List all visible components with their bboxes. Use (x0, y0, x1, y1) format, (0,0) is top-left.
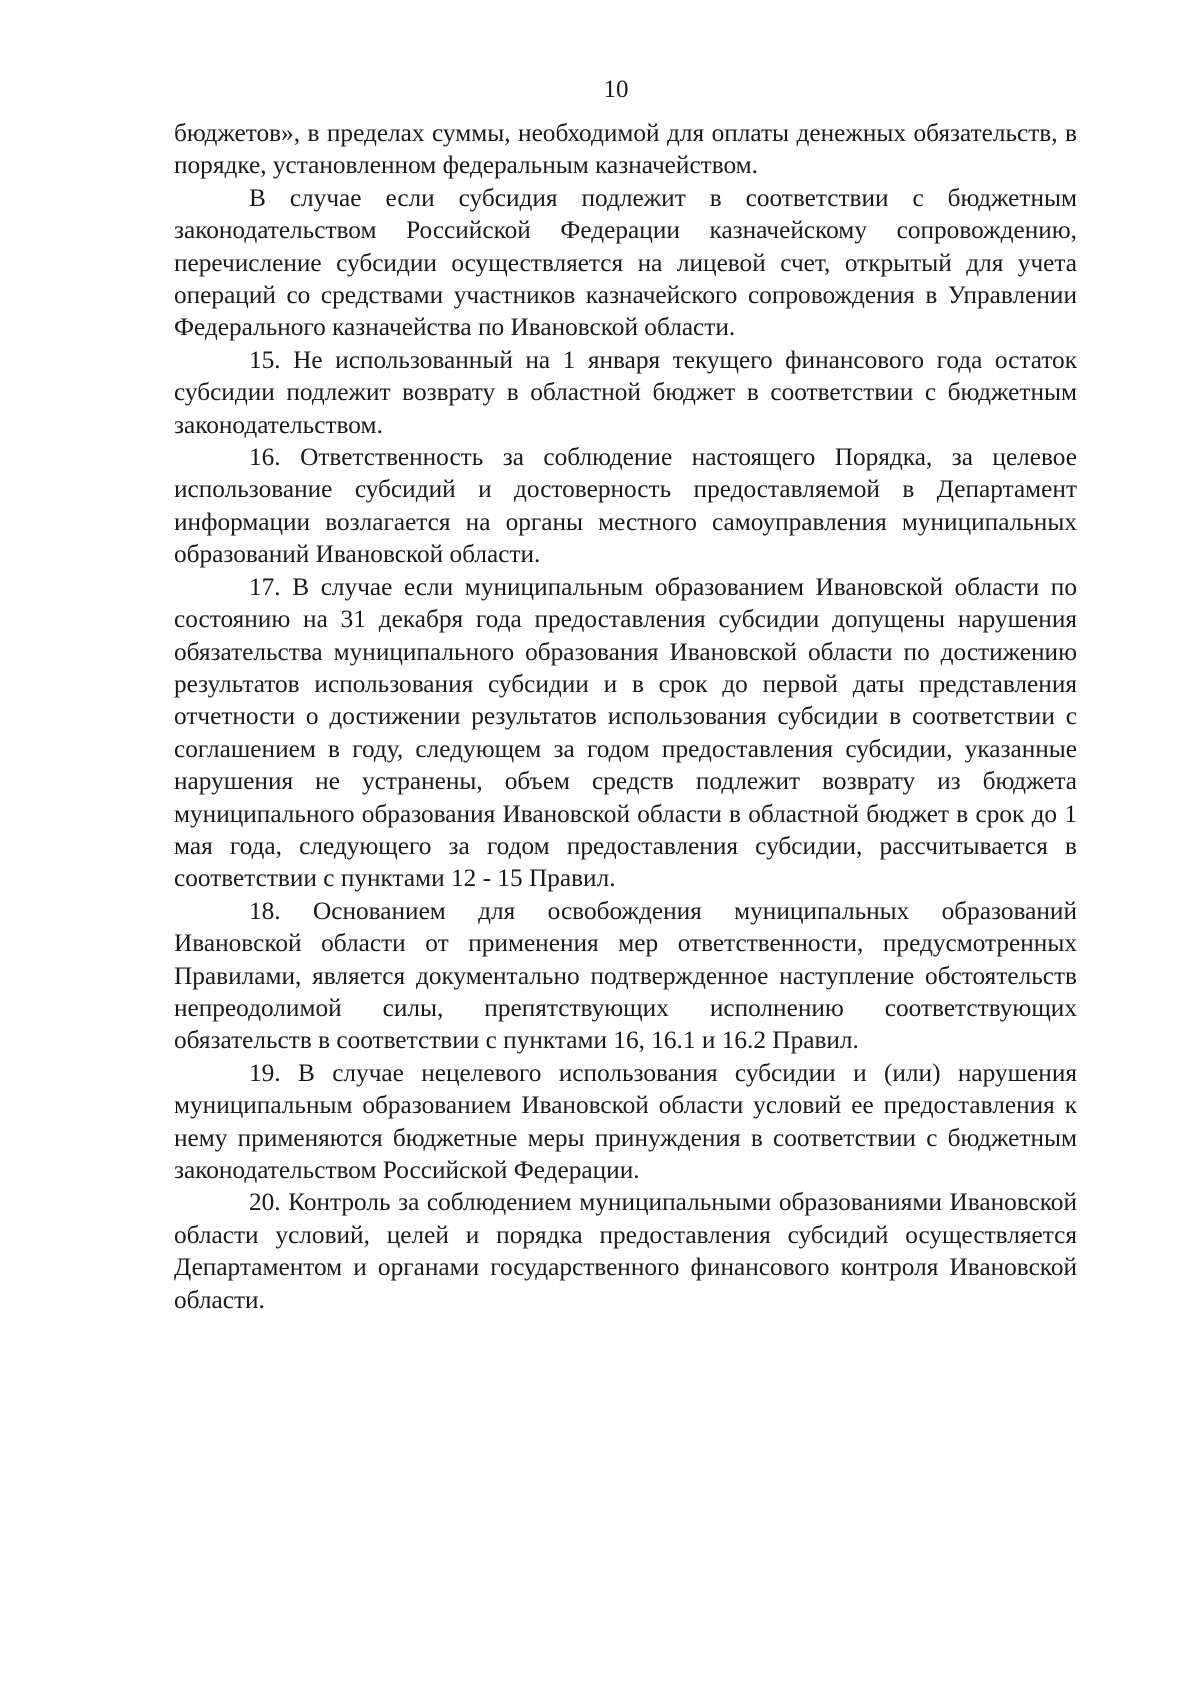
document-body (174, 117, 1077, 1316)
page-number: 10 (603, 76, 629, 103)
paragraph-19: 19. В случае нецелевого использования субсидии и (или) нарушения муниципальным образованием Ивановской области условий ее предоставления к нему применяются бюджетные меры принуждения в соответствии с бюджетным законодательством Российской Федерации. (174, 1058, 1077, 1184)
paragraph-treasury-support: В случае если субсидия подлежит в соответствии с бюджетным законодательством Российской Федерации казначейскому сопровождению, перечисление субсидии осуществляется на лицевой счет, открытый для учета операций со средствами участников казначейского сопровождения в Управлении Федерального казначейства по Ивановской области. (174, 183, 1077, 342)
paragraph-15: 15. Не использованный на 1 января текущего финансового года остаток субсидии подлежит возврату в областной бюджет в соответствии с бюджетным законодательством. (174, 345, 1077, 439)
paragraph-18: 18. Основанием для освобождения муниципальных образований Ивановской области от применения мер ответственности, предусмотренных Правилами, является документально подтвержденное наступление обстоятельств непреодолимой силы, препятствующих исполнению соответствующих обязательств в соответствии с пунктами 16, 16.1 и 16.2 Правил. (174, 896, 1077, 1055)
paragraph-17: 17. В случае если муниципальным образованием Ивановской области по состоянию на 31 декабря года предоставления субсидии допущены нарушения обязательства муниципального образования Ивановской области по достижению результатов использования субсидии и в срок до первой даты представления отчетности о достижении результатов использования субсидии в соответствии с соглашением в году, следующем за годом предоставления субсидии, указанные нарушения не устранены, объем средств подлежит возврату из бюджета муниципального образования Ивановской области в областной бюджет в срок до 1 мая года, следующего за годом предоставления субсидии, рассчитывается в соответствии с пунктами 12 - 15 Правил. (174, 572, 1077, 893)
paragraph-20: 20. Контроль за соблюдением муниципальными образованиями Ивановской области условий, целей и порядка предоставления субсидий осуществляется Департаментом и органами государственного финансового контроля Ивановской области. (174, 1188, 1077, 1314)
paragraph-continuation: бюджетов», в пределах суммы, необходимой для оплаты денежных обязательств, в порядке, установленном федеральным казначейством. (174, 119, 1077, 180)
paragraph-16: 16. Ответственность за соблюдение настоящего Порядка, за целевое использование субсидий и достоверность предоставляемой в Департамент информации возлагается на органы местного самоуправления муниципальных образований Ивановской области. (174, 443, 1077, 569)
